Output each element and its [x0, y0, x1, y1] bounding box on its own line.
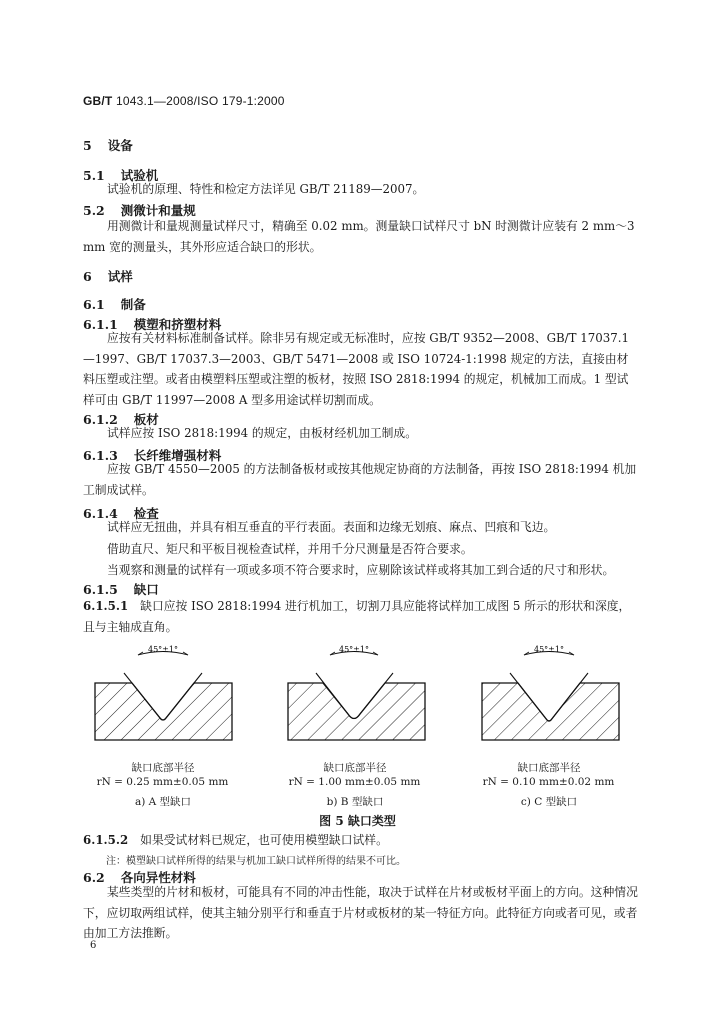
- section-5-heading: [83, 136, 133, 154]
- section-number: 6.1.3: [83, 448, 118, 463]
- section-5-2-text: 用测微计和量规测量试样尺寸，精确至 0.02 mm。测量缺口试样尺寸 bN 时测微计应装有 2 mm～3 mm 宽的测量头，其外形应适合缺口的形状。: [83, 219, 635, 254]
- section-6-1-3-text: 应按 GB/T 4550—2005 的方法制备板材或按其他规定协商的方法制备，再按 ISO 2818:1994 机加工制成试样。: [83, 462, 637, 497]
- section-6-heading: [83, 267, 133, 285]
- paragraph-text: 缺口应按 ISO 2818:1994 进行机加工，切割刀具应能将试样加工成图 5 所示的形状和深度，且与主轴成直角。: [83, 599, 631, 634]
- radius-value-b: rN = 1.00 mm±0.05 mm: [288, 776, 421, 788]
- section-title: 试样: [107, 269, 133, 284]
- figure-title: 图 5 缺口类型: [319, 814, 396, 828]
- section-title: 缺口: [133, 582, 159, 597]
- section-number: 6.1.5.2: [83, 833, 129, 847]
- section-number: 6.1.5: [83, 582, 118, 597]
- section-6-2-text: 某些类型的片材和板材，可能具有不同的冲击性能，取决于试样在片材或板材平面上的方向。这种情况下，应切取两组试样，使其主轴分别平行和垂直于片材或板材的某一特征方向。此特征方向或者可见，或者由加工方法推断。: [83, 885, 638, 940]
- radius-label-b: 缺口底部半径: [323, 762, 387, 774]
- section-6-1-2-text: 试样应按 ISO 2818:1994 的规定，由板材经机加工制成。: [107, 426, 418, 440]
- notch-a-drawing: [95, 645, 232, 740]
- section-6-1-5-2-text: [83, 831, 388, 848]
- section-title: 测微计和量规: [120, 203, 196, 218]
- section-number: 6.1.2: [83, 412, 118, 427]
- note-text: 注：模塑缺口试样所得的结果与机加工缺口试样所得的结果不可比。: [106, 856, 406, 867]
- section-title: 设备: [107, 138, 133, 153]
- section-6-1-heading: [83, 295, 146, 313]
- section-title: 制备: [120, 297, 146, 312]
- standard-number: 1043.1—2008/ISO 179-1:2000: [116, 94, 285, 108]
- angle-label: 45°±1°: [339, 645, 369, 654]
- section-6-1-4-p1: 试样应无扭曲，并具有相互垂直的平行表面。表面和边缘无划痕、麻点、凹痕和飞边。: [107, 520, 556, 534]
- caption-c: c) C 型缺口: [520, 796, 578, 808]
- page-number: 6: [90, 940, 97, 951]
- section-number: 5: [83, 138, 92, 153]
- angle-label: 45°±1°: [534, 645, 564, 654]
- section-number: 6.2: [83, 870, 105, 885]
- section-title: 板材: [133, 412, 159, 427]
- paragraph-text: 如果受试材料已规定，也可使用模塑缺口试样。: [140, 833, 388, 847]
- section-number: 6.1.4: [83, 506, 118, 521]
- section-6-1-4-p3: 当观察和测量的试样有一项或多项不符合要求时，应剔除该试样或将其加工到合适的尺寸和形状。: [107, 563, 615, 577]
- notch-b-drawing: [288, 645, 425, 740]
- section-6-1-5-1-text: [83, 596, 638, 637]
- section-6-1-4-p2: 借助直尺、矩尺和平板目视检查试样，并用千分尺测量是否符合要求。: [107, 542, 473, 556]
- section-title: 各向异性材料: [120, 870, 196, 885]
- section-5-1-text: 试验机的原理、特性和检定方法详见 GB/T 21189—2007。: [107, 182, 425, 196]
- radius-label-a: 缺口底部半径: [131, 762, 195, 774]
- section-number: 6.1.1: [83, 317, 118, 332]
- section-number: 5.1: [83, 168, 105, 183]
- section-title: 试验机: [120, 168, 159, 183]
- section-title: 长纤维增强材料: [133, 448, 222, 463]
- section-6-1-1-text: 应按有关材料标准制备试样。除非另有规定或无标准时，应按 GB/T 9352—2008、GB/T 17037.1—1997、GB/T 17037.3—2003、GB/T 5471—2008 或 ISO 10724-1:1998 规定的方法，直接由材料压塑或注塑。或者由模塑料压塑或注塑的板材，按照 ISO 2818:1994 的规定，机械加工而成。1 型试样可由 GB/T 11997—2008 A 型多用途试样切割而成。: [83, 331, 630, 407]
- radius-label-c: 缺口底部半径: [517, 762, 581, 774]
- standard-header: [83, 94, 285, 108]
- standard-code: GB/T: [83, 94, 113, 108]
- section-number: 6.1: [83, 297, 105, 312]
- section-number: 6.1.5.1: [83, 599, 129, 613]
- section-number: 5.2: [83, 203, 105, 218]
- caption-a: a) A 型缺口: [134, 796, 192, 808]
- section-title: 检查: [133, 506, 159, 521]
- radius-value-c: rN = 0.10 mm±0.02 mm: [482, 776, 615, 788]
- section-title: 模塑和挤塑材料: [133, 317, 222, 332]
- radius-value-a: rN = 0.25 mm±0.05 mm: [96, 776, 229, 788]
- notch-c-drawing: [482, 645, 619, 740]
- section-number: 6: [83, 269, 92, 284]
- caption-b: b) B 型缺口: [326, 796, 384, 808]
- angle-label: 45°±1°: [148, 645, 178, 654]
